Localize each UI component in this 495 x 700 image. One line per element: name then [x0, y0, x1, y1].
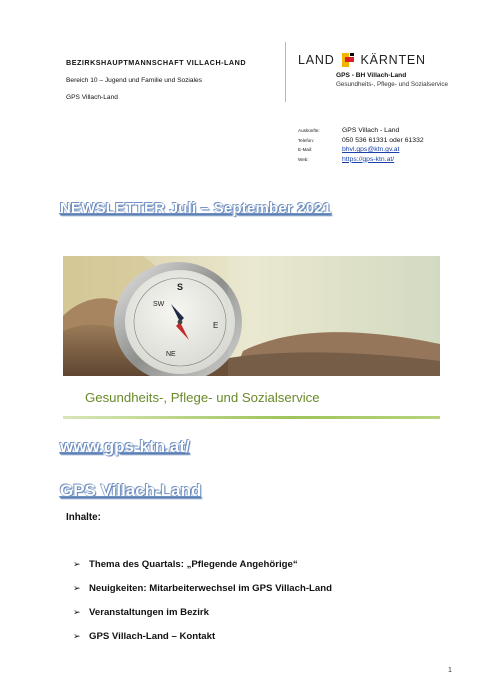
svg-text:E: E: [213, 321, 219, 330]
coat-of-arms-icon: [342, 53, 354, 67]
toc-item: [73, 576, 332, 600]
svg-text:NE: NE: [166, 351, 176, 358]
email-link[interactable]: bhvl.gps@ktn.gv.at: [342, 146, 400, 154]
table-of-contents: [73, 552, 332, 648]
toc-item: [73, 600, 332, 624]
contact-block: [298, 126, 424, 164]
logo-word-kaernten: KÄRNTEN: [360, 53, 426, 67]
svg-text:S: S: [176, 282, 184, 292]
logo-subtitle-service: Gesundheits-, Pflege- und Sozialservice: [336, 81, 449, 88]
banner-caption: Gesundheits-, Pflege- und Sozialservice: [85, 390, 320, 405]
arrow-bullet-icon: ➢: [73, 606, 81, 617]
website-heading-link[interactable]: www.gps-ktn.at/: [60, 437, 190, 456]
contact-label: E-Mail:: [298, 147, 313, 153]
logo-subtitle-office: GPS - BH Villach-Land: [336, 72, 407, 79]
header-divider: [285, 42, 286, 102]
arrow-bullet-icon: ➢: [73, 630, 81, 641]
office-name: GPS Villach-Land: [66, 94, 118, 101]
banner-accent-line: [63, 416, 440, 419]
section-heading: GPS Villach-Land: [60, 481, 202, 500]
svg-text:SW: SW: [153, 301, 165, 308]
contact-phone: 050 536 61331 oder 61332: [342, 136, 424, 144]
compass-photo: [63, 256, 440, 376]
banner-image: [63, 256, 440, 419]
department-name: Bereich 10 – Jugend und Familie und Soziales: [66, 77, 202, 84]
contact-label: Web:: [298, 156, 309, 162]
arrow-bullet-icon: ➢: [73, 558, 81, 569]
toc-item: [73, 624, 332, 648]
toc-item-label: GPS Villach-Land – Kontakt: [89, 630, 216, 642]
contact-row: [298, 126, 424, 136]
arrow-bullet-icon: ➢: [73, 582, 81, 593]
land-kaernten-logo: [298, 53, 458, 88]
contact-row: [298, 136, 424, 146]
page-number: 1: [448, 667, 452, 674]
contact-value: GPS Villach - Land: [342, 127, 400, 135]
website-link[interactable]: https://gps-ktn.at/: [342, 155, 395, 163]
contact-label: Telefon:: [298, 137, 315, 143]
toc-item-label: Thema des Quartals: „Pflegende Angehörige“: [89, 558, 298, 570]
toc-item-label: Veranstaltungen im Bezirk: [89, 606, 209, 618]
newsletter-title: NEWSLETTER Juli – September 2021: [60, 200, 332, 217]
organization-name: BEZIRKSHAUPTMANNSCHAFT VILLACH-LAND: [66, 58, 247, 67]
contact-label: Auskünfte:: [298, 128, 320, 134]
logo-word-land: LAND: [298, 53, 335, 67]
letterhead: [66, 58, 286, 111]
contact-row: [298, 155, 424, 165]
contact-row: [298, 145, 424, 155]
toc-item: [73, 552, 332, 576]
contents-label: Inhalte:: [66, 512, 101, 523]
toc-item-label: Neuigkeiten: Mitarbeiterwechsel im GPS Villach-Land: [89, 582, 332, 594]
